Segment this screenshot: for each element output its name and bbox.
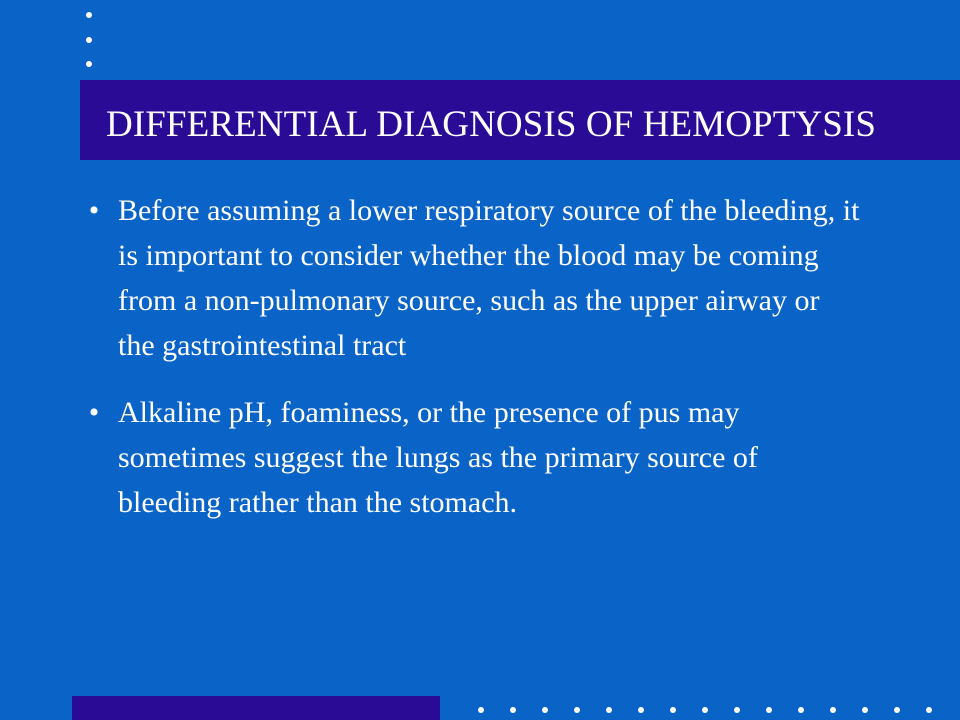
decorative-dot	[702, 707, 708, 713]
bullet-item	[80, 188, 860, 368]
decorative-dot	[542, 707, 548, 713]
decorative-dot	[638, 707, 644, 713]
bullet-item	[80, 390, 860, 525]
decorative-dot	[606, 707, 612, 713]
bullet-list	[80, 188, 860, 547]
decorative-dots-left	[84, 9, 94, 71]
bullet-text: Alkaline pH, foaminess, or the presence of pus may sometimes suggest the lungs as the primary source of bleeding rather than the stomach.	[118, 396, 758, 519]
decorative-dots-bottom	[470, 705, 960, 715]
decorative-dot	[798, 707, 804, 713]
bullet-dot-icon: •	[88, 194, 100, 227]
decorative-dot	[830, 707, 836, 713]
decorative-dot	[574, 707, 580, 713]
decorative-dot	[862, 707, 868, 713]
decorative-dot	[926, 707, 932, 713]
decorative-dot	[86, 12, 92, 18]
decorative-dot	[510, 707, 516, 713]
decorative-dot	[734, 707, 740, 713]
decorative-dot	[478, 707, 484, 713]
bullet-text: Before assuming a lower respiratory source of the bleeding, it is important to consider whether the blood may be coming from a non-pulmonary source, such as the upper airway or the gastrointestinal tract	[118, 194, 860, 362]
decorative-dot	[86, 37, 92, 43]
decorative-dot	[670, 707, 676, 713]
decorative-dot	[766, 707, 772, 713]
slide-title: DIFFERENTIAL DIAGNOSIS OF HEMOPTYSIS	[106, 104, 877, 145]
title-bar	[80, 80, 960, 160]
bullet-dot-icon: •	[88, 396, 100, 429]
bottom-accent-bar	[72, 696, 440, 720]
decorative-dot	[894, 707, 900, 713]
decorative-dot	[86, 61, 92, 67]
